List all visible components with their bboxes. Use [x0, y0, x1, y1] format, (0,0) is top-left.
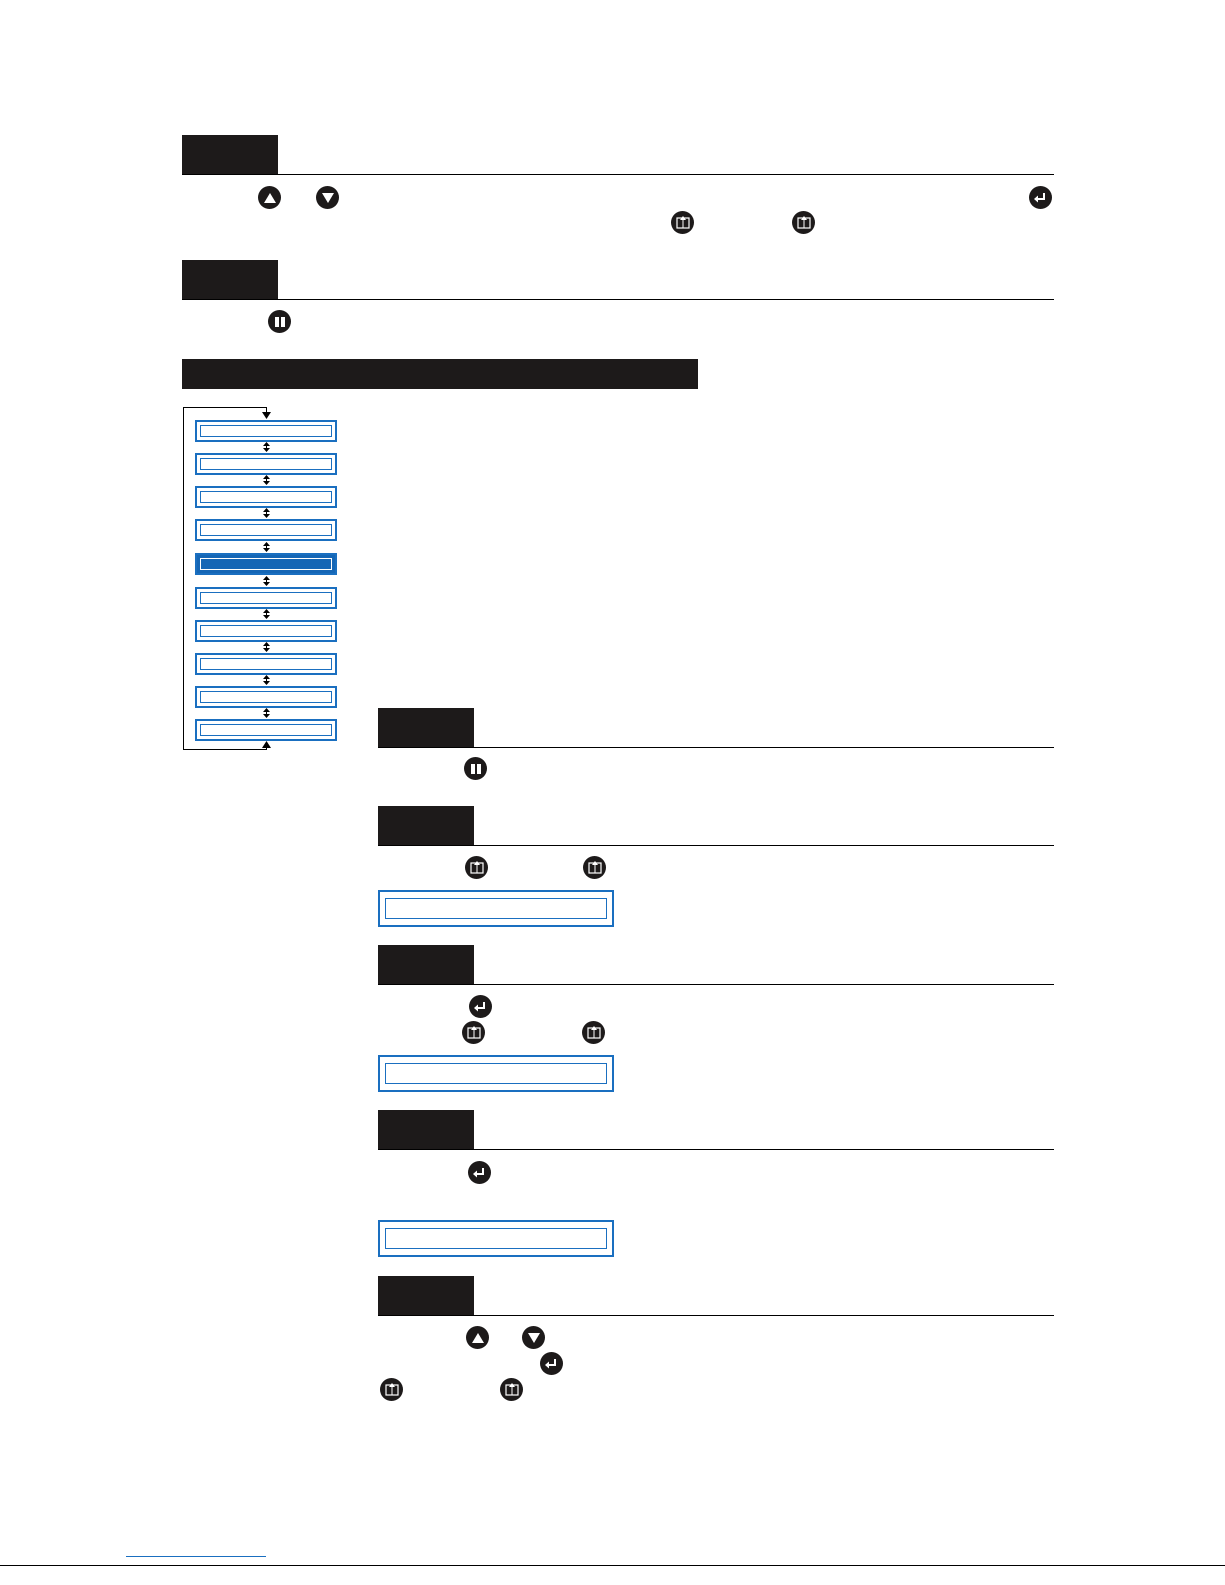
lcd-display [378, 1220, 614, 1257]
page-next-key-icon [582, 1021, 605, 1044]
page-prev-key-icon [465, 856, 488, 879]
step-header-tab [378, 708, 474, 748]
enter-key-icon [1029, 186, 1052, 209]
step-header-rule [378, 1149, 1054, 1150]
lcd-display [378, 890, 614, 927]
down-arrow-key-icon [316, 186, 339, 209]
lcd-display [378, 1055, 614, 1092]
page-prev-key-icon [671, 211, 694, 234]
up-arrow-key-icon [466, 1326, 489, 1349]
step-header-tab [182, 260, 278, 300]
menu-item[interactable] [195, 519, 337, 541]
up-down-arrow-icon [261, 675, 272, 685]
menu-item[interactable] [195, 686, 337, 708]
up-down-arrow-icon [261, 508, 272, 518]
page-prev-key-icon [462, 1021, 485, 1044]
menu-loop-line [183, 407, 184, 749]
section-heading-bar [182, 359, 698, 389]
step-header-rule [182, 174, 1054, 175]
up-arrow-key-icon [258, 186, 281, 209]
step-header-tab [378, 1110, 474, 1150]
up-down-arrow-icon [261, 442, 272, 452]
page-next-key-icon [500, 1378, 523, 1401]
step-header-rule [378, 845, 1054, 846]
menu-item[interactable] [195, 719, 337, 741]
step-header-rule [182, 299, 1054, 300]
menu-loop-line [183, 407, 267, 408]
footer-link-underline[interactable] [126, 1556, 266, 1557]
pause-key-icon [464, 757, 487, 780]
page-next-key-icon [583, 856, 606, 879]
step-header-tab [378, 1276, 474, 1316]
up-down-arrow-icon [261, 708, 272, 718]
step-header-tab [182, 135, 278, 175]
menu-item[interactable] [195, 453, 337, 475]
step-header-rule [378, 1315, 1054, 1316]
menu-loop-line [183, 749, 267, 750]
menu-item[interactable] [195, 620, 337, 642]
enter-key-icon [468, 1161, 491, 1184]
menu-item[interactable] [195, 587, 337, 609]
up-down-arrow-icon [261, 576, 272, 586]
up-down-arrow-icon [261, 542, 272, 552]
step-header-rule [378, 984, 1054, 985]
footer-rule [0, 1565, 1225, 1566]
menu-item[interactable] [195, 420, 337, 442]
menu-item[interactable] [195, 653, 337, 675]
pause-key-icon [268, 310, 291, 333]
up-down-arrow-icon [261, 609, 272, 619]
menu-item-selected[interactable] [195, 553, 337, 575]
page-next-key-icon [792, 211, 815, 234]
step-header-rule [378, 747, 1054, 748]
page-prev-key-icon [380, 1378, 403, 1401]
flow-down-arrow-icon [262, 412, 271, 419]
enter-key-icon [469, 995, 492, 1018]
flow-up-arrow-icon [262, 741, 271, 748]
step-header-tab [378, 945, 474, 985]
step-header-tab [378, 806, 474, 846]
menu-item[interactable] [195, 486, 337, 508]
enter-key-icon [540, 1352, 563, 1375]
down-arrow-key-icon [522, 1326, 545, 1349]
up-down-arrow-icon [261, 475, 272, 485]
up-down-arrow-icon [261, 642, 272, 652]
